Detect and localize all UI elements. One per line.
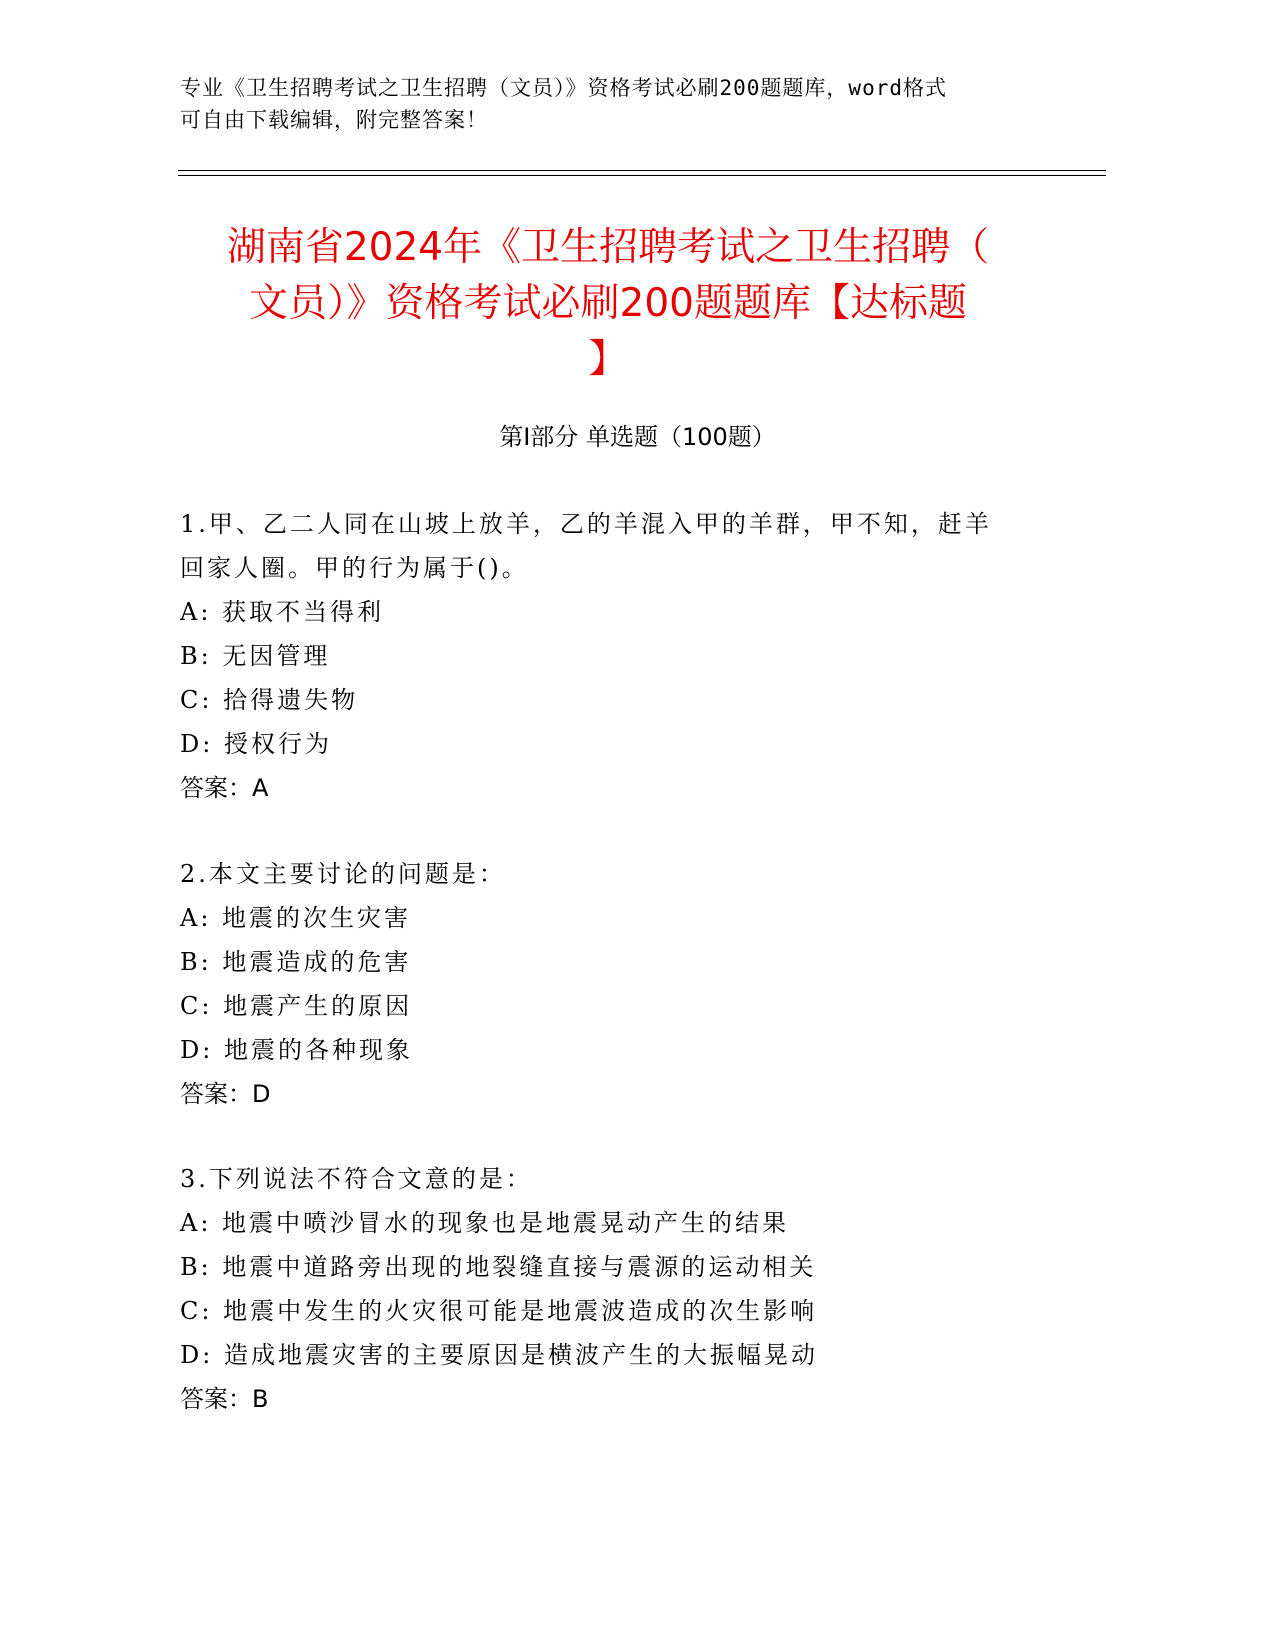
question-3 bbox=[180, 1157, 1060, 1421]
document-title bbox=[178, 220, 1038, 388]
option-c: C: 拾得遗失物 bbox=[180, 686, 359, 714]
option-b: B: 无因管理 bbox=[180, 642, 331, 670]
title-line-3: 】 bbox=[588, 337, 628, 382]
question-stem-line-1: 3.下列说法不符合文意的是： bbox=[180, 1165, 533, 1193]
intro-line-2: 可自由下载编辑，附完整答案！ bbox=[180, 108, 488, 132]
question-stem-line-1: 2.本文主要讨论的问题是： bbox=[180, 860, 506, 888]
option-c: C: 地震产生的原因 bbox=[180, 992, 413, 1020]
option-b: B: 地震中道路旁出现的地裂缝直接与震源的运动相关 bbox=[180, 1253, 817, 1281]
option-a: A: 获取不当得利 bbox=[180, 598, 385, 626]
option-a: A: 地震中喷沙冒水的现象也是地震晃动产生的结果 bbox=[180, 1209, 790, 1237]
answer: 答案：B bbox=[180, 1385, 269, 1413]
intro-line-1: 专业《卫生招聘考试之卫生招聘（文员）》资格考试必刷200题题库，word格式 bbox=[180, 76, 947, 100]
header-divider-top bbox=[178, 170, 1106, 171]
question-stem-line-2: 回家人圈。甲的行为属于()。 bbox=[180, 554, 529, 582]
option-b: B: 地震造成的危害 bbox=[180, 948, 412, 976]
answer: 答案：D bbox=[180, 1080, 271, 1108]
question-stem-line-1: 1.甲、乙二人同在山坡上放羊，乙的羊混入甲的羊群，甲不知，赶羊 bbox=[180, 510, 992, 538]
question-1 bbox=[180, 502, 1060, 810]
option-d: D: 造成地震灾害的主要原因是横波产生的大振幅晃动 bbox=[180, 1341, 818, 1369]
option-d: D: 地震的各种现象 bbox=[180, 1036, 413, 1064]
option-a: A: 地震的次生灾害 bbox=[180, 904, 412, 932]
answer: 答案：A bbox=[180, 774, 269, 802]
title-line-1: 湖南省2024年《卫生招聘考试之卫生招聘（ bbox=[226, 225, 990, 270]
option-d: D: 授权行为 bbox=[180, 730, 332, 758]
title-line-2: 文员）》资格考试必刷200题题库【达标题 bbox=[249, 281, 967, 326]
header-divider-bottom bbox=[178, 175, 1106, 176]
question-2 bbox=[180, 852, 1060, 1116]
section-heading: 第Ⅰ部分 单选题（100题） bbox=[499, 423, 776, 451]
option-c: C: 地震中发生的火灾很可能是地震波造成的次生影响 bbox=[180, 1297, 818, 1325]
document-intro bbox=[180, 72, 1040, 136]
